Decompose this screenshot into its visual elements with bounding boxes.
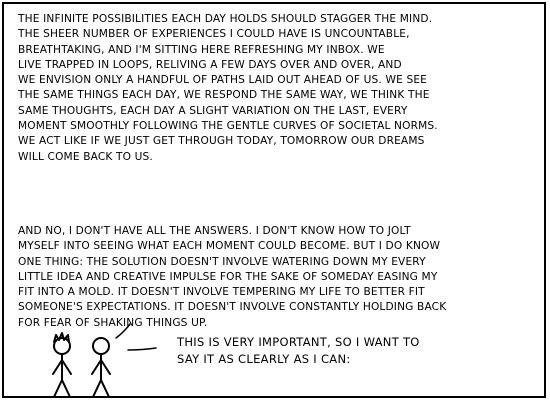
text-line: SOMEONE'S EXPECTATIONS. IT DOESN'T INVOLVE CONSTANTLY HOLDING BACK <box>18 301 447 314</box>
speech-line: THIS IS VERY IMPORTANT, SO I WANT TO <box>177 335 420 349</box>
stick-figure-right <box>92 338 110 397</box>
text-line: SAME THOUGHTS, EACH DAY A SLIGHT VARIATION ON THE LAST, EVERY <box>18 104 408 117</box>
text-line: AND NO, I DON'T HAVE ALL THE ANSWERS. I DON'T KNOW HOW TO JOLT <box>18 225 411 237</box>
text-line: LITTLE IDEA AND CREATIVE IMPULSE FOR THE SAKE OF SOMEDAY EASING MY <box>18 270 438 283</box>
text-line: MYSELF INTO SEEING WHAT EACH MOMENT COULD BECOME. BUT I DO KNOW <box>18 240 441 253</box>
speech-line: SAY IT AS CLEARLY AS I CAN: <box>177 352 351 366</box>
text-line: BREATHTAKING, AND I'M SITTING HERE REFRESHING MY INBOX. WE <box>18 43 385 56</box>
stick-figure-left <box>53 333 71 397</box>
text-line: ONE THING: THE SOLUTION DOESN'T INVOLVE WATERING DOWN MY EVERY <box>18 255 426 268</box>
text-line: FOR FEAR OF SHAKING THINGS UP. <box>18 316 208 329</box>
comic-panel <box>2 2 546 398</box>
text-line: THE SHEER NUMBER OF EXPERIENCES I COULD HAVE IS UNCOUNTABLE, <box>18 28 410 41</box>
speech-bubble-text <box>177 334 420 368</box>
text-line: FIT INTO A MOLD. IT DOESN'T INVOLVE TEMPERING MY LIFE TO BETTER FIT <box>18 286 425 299</box>
text-line: THE SAME THINGS EACH DAY, WE RESPOND THE SAME WAY, WE THINK THE <box>18 89 430 102</box>
text-line: THE INFINITE POSSIBILITIES EACH DAY HOLDS SHOULD STAGGER THE MIND. <box>18 13 433 25</box>
text-line: WE ACT LIKE IF WE JUST GET THROUGH TODAY, TOMORROW OUR DREAMS <box>18 135 425 148</box>
text-line: LIVE TRAPPED IN LOOPS, RELIVING A FEW DAYS OVER AND OVER, AND <box>18 58 402 71</box>
speech-connector <box>128 348 156 350</box>
speech-tail <box>116 324 130 338</box>
text-line: WE ENVISION ONLY A HANDFUL OF PATHS LAID OUT AHEAD OF US. WE SEE <box>18 74 427 87</box>
text-line: WILL COME BACK TO US. <box>18 150 153 163</box>
text-line: MOMENT SMOOTHLY FOLLOWING THE GENTLE CURVES OF SOCIETAL NORMS. <box>18 120 438 133</box>
